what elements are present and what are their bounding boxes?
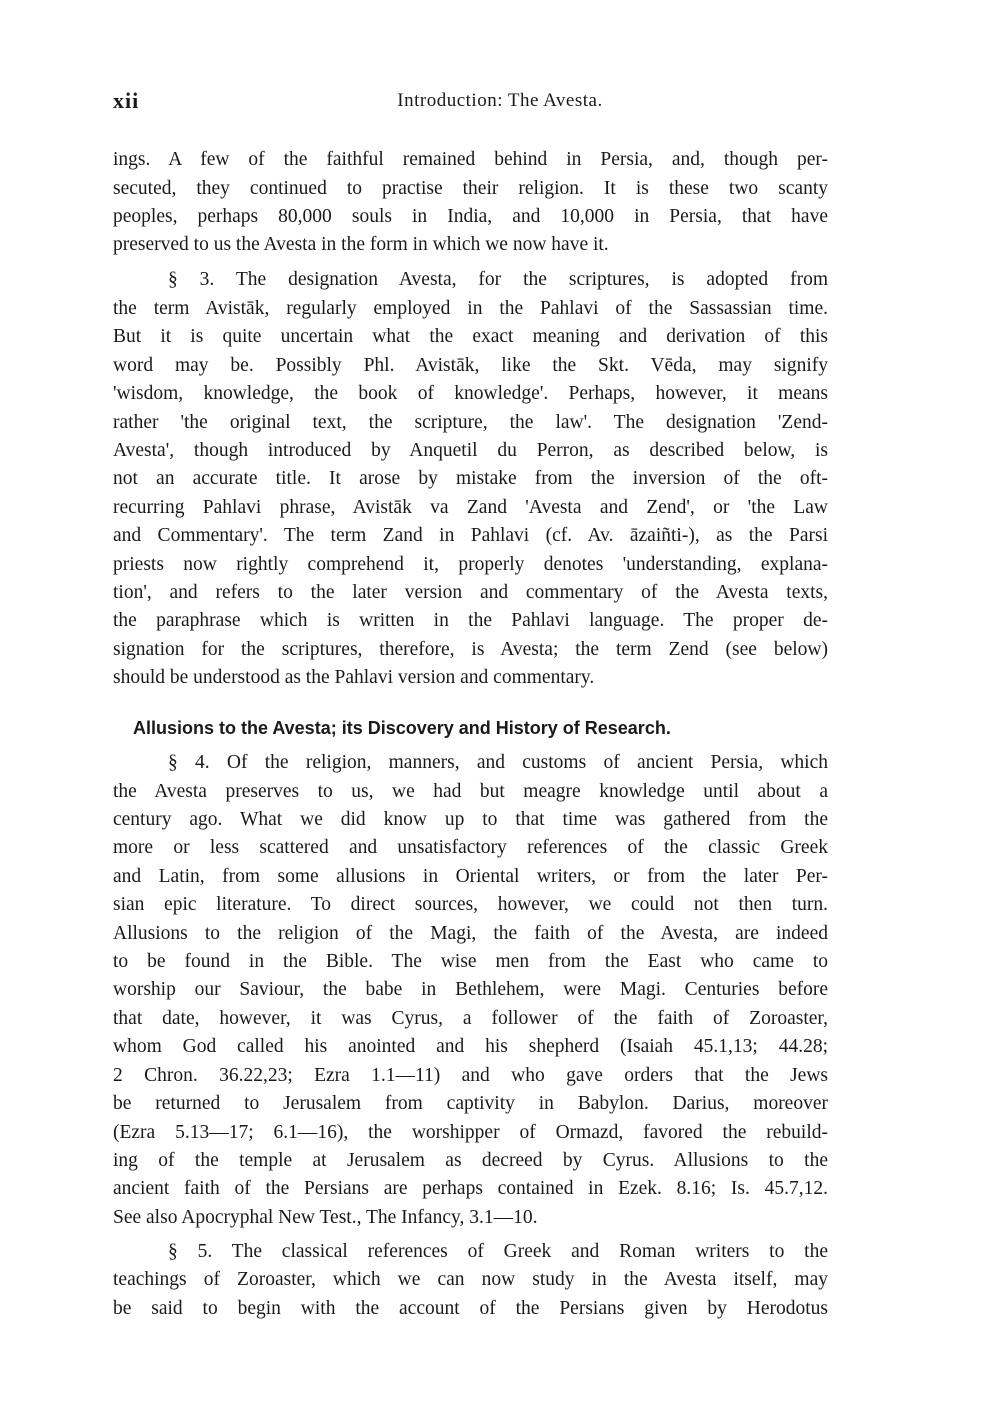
text-line: word may be. Possibly Phl. Avistāk, like the Skt. Vēda, may signify [113, 355, 828, 376]
text-line: should be understood as the Pahlavi version and commentary. [113, 667, 595, 688]
text-line: the term Avistāk, regularly employed in the Pahlavi of the Sassassian time. [113, 298, 828, 319]
text-line: ing of the temple at Jerusalem as decreed by Cyrus. Allusions to the [113, 1150, 828, 1171]
text-line: 'wisdom, knowledge, the book of knowledge'. Perhaps, however, it means [113, 383, 828, 404]
text-line: sian epic literature. To direct sources, however, we could not then turn. [113, 894, 828, 915]
text-line: worship our Saviour, the babe in Bethlehem, were Magi. Centuries before [113, 979, 828, 1000]
running-head: Introduction: The Avesta. [397, 90, 603, 111]
text-line: more or less scattered and unsatisfactory references of the classic Greek [113, 837, 828, 858]
paragraph-4-start: § 4. Of the religion, manners, and customs of ancient Persia, which [168, 752, 828, 773]
text-line: not an accurate title. It arose by mistake from the inversion of the oft- [113, 468, 828, 489]
text-line: peoples, perhaps 80,000 souls in India, and 10,000 in Persia, that have [113, 206, 828, 227]
text-line: that date, however, it was Cyrus, a follower of the faith of Zoroaster, [113, 1008, 828, 1029]
text-line: 2 Chron. 36.22,23; Ezra 1.1—11) and who gave orders that the Jews [113, 1065, 828, 1086]
text-line: and Latin, from some allusions in Oriental writers, or from the later Per- [113, 866, 828, 887]
page-number: xii [113, 88, 140, 113]
text-line: ancient faith of the Persians are perhaps contained in Ezek. 8.16; Is. 45.7,12. [113, 1178, 828, 1199]
text-line: rather 'the original text, the scripture, the law'. The designation 'Zend- [113, 412, 828, 433]
text-line: (Ezra 5.13—17; 6.1—16), the worshipper of Ormazd, favored the rebuild- [113, 1122, 828, 1143]
paragraph-5-start: § 5. The classical references of Greek and Roman writers to the [168, 1241, 828, 1262]
text-line: the paraphrase which is written in the Pahlavi language. The proper de- [113, 610, 828, 631]
text-line: to be found in the Bible. The wise men from the East who came to [113, 951, 828, 972]
text-line: But it is quite uncertain what the exact meaning and derivation of this [113, 326, 828, 347]
text-line: recurring Pahlavi phrase, Avistāk va Zand 'Avesta and Zend', or 'the Law [113, 497, 828, 518]
text-line: preserved to us the Avesta in the form in which we now have it. [113, 234, 609, 255]
text-line: be said to begin with the account of the Persians given by Herodotus [113, 1298, 828, 1319]
text-line: Allusions to the religion of the Magi, the faith of the Avesta, are indeed [113, 923, 828, 944]
text-line: ings. A few of the faithful remained behind in Persia, and, though per- [113, 149, 828, 170]
paragraph-3-start: § 3. The designation Avesta, for the scriptures, is adopted from [168, 269, 828, 290]
text-line: the Avesta preserves to us, we had but meagre knowledge until about a [113, 781, 828, 802]
text-line: teachings of Zoroaster, which we can now study in the Avesta itself, may [113, 1269, 828, 1290]
text-line: century ago. What we did know up to that time was gathered from the [113, 809, 828, 830]
text-line: be returned to Jerusalem from captivity in Babylon. Darius, moreover [113, 1093, 828, 1114]
text-line: and Commentary'. The term Zand in Pahlavi (cf. Av. āzaiñti-), as the Parsi [113, 525, 828, 546]
text-line: Avesta', though introduced by Anquetil du Perron, as described below, is [113, 440, 828, 461]
text-line: priests now rightly comprehend it, properly denotes 'understanding, explana- [113, 554, 828, 575]
text-line: whom God called his anointed and his shepherd (Isaiah 45.1,13; 44.28; [113, 1036, 828, 1057]
text-line: tion', and refers to the later version and commentary of the Avesta texts, [113, 582, 828, 603]
section-heading: Allusions to the Avesta; its Discovery and History of Research. [133, 718, 671, 738]
text-line: See also Apocryphal New Test., The Infancy, 3.1—10. [113, 1207, 538, 1228]
text-line: signation for the scriptures, therefore, is Avesta; the term Zend (see below) [113, 639, 828, 660]
text-line: secuted, they continued to practise their religion. It is these two scanty [113, 178, 828, 199]
